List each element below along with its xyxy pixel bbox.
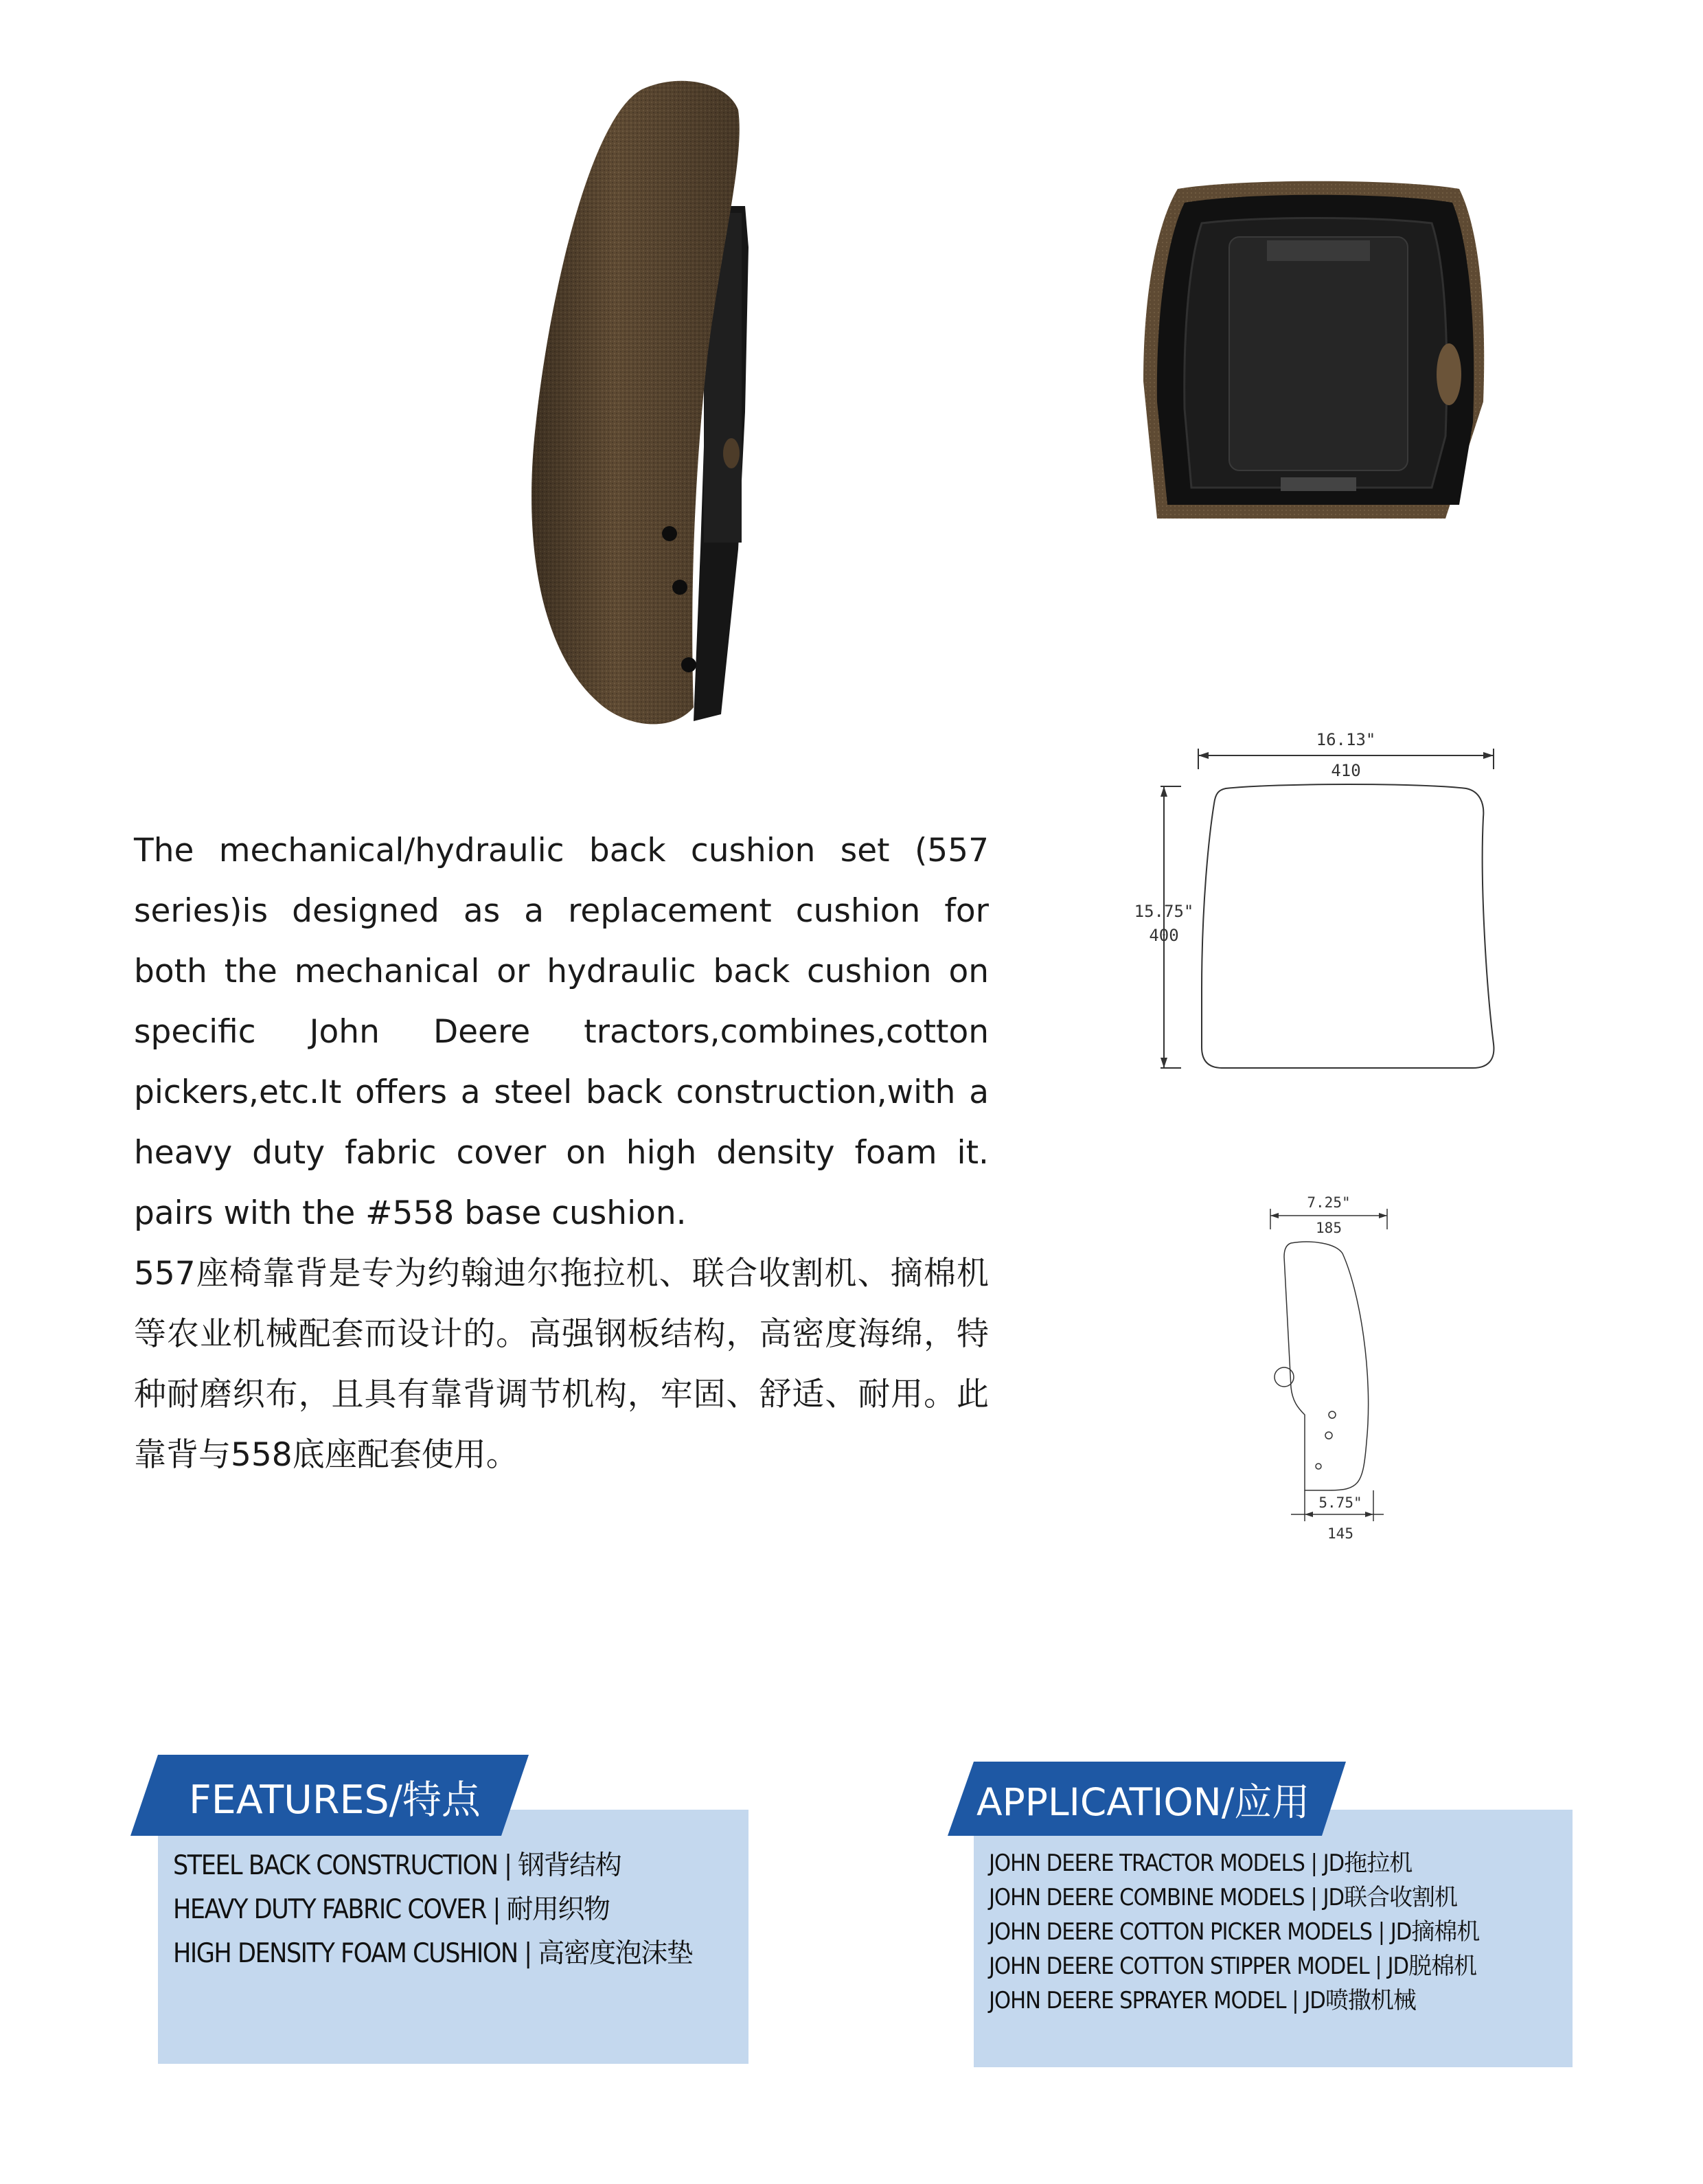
description-english: The mechanical/hydraulic back cushion set (557 series)is designed as a replacement cushion for both the mechanical or hydraulic back cushion on specific John Deere tractors,combines,cotton pickers,etc.It offers a steel back construction,with a heavy duty fabric cover on high density foam it. pairs with the #558 base cushion. <box>134 832 989 1232</box>
side-bottom-mm: 145 <box>1327 1525 1353 1542</box>
front-width-inches: 16.13" <box>1316 730 1376 749</box>
front-height-inches: 15.75" <box>1134 902 1194 921</box>
application-title: APPLICATION/应用 <box>976 1780 1310 1824</box>
application-item: JOHN DEERE COMBINE MODELS | JD联合收割机 <box>989 1884 1458 1911</box>
side-dimension-drawing <box>1264 1195 1428 1552</box>
front-dimension-drawing <box>1133 728 1531 1099</box>
side-bottom-inches: 5.75" <box>1318 1494 1362 1511</box>
side-top-mm: 185 <box>1316 1220 1342 1236</box>
description-chinese: 557座椅靠背是专为约翰迪尔拖拉机、联合收割机、摘棉机等农业机械配套而设计的。高强钢板结构，高密度海绵，特种耐磨织布，且具有靠背调节机构，牢固、舒适、耐用。此靠背与558底座配套使用。 <box>134 1255 989 1474</box>
application-list <box>989 1846 1479 2018</box>
application-item: JOHN DEERE COTTON STIPPER MODEL | JD脱棉机 <box>989 1953 1477 1980</box>
front-width-mm: 410 <box>1331 761 1361 780</box>
features-title: FEATURES/特点 <box>189 1777 481 1823</box>
front-height-mm: 400 <box>1149 926 1179 945</box>
product-description <box>134 821 989 1486</box>
feature-item: HEAVY DUTY FABRIC COVER | 耐用织物 <box>173 1894 610 1925</box>
feature-item: STEEL BACK CONSTRUCTION | 钢背结构 <box>173 1850 621 1881</box>
feature-item: HIGH DENSITY FOAM CUSHION | 高密度泡沫垫 <box>173 1938 693 1969</box>
application-item: JOHN DEERE SPRAYER MODEL | JD喷撒机械 <box>989 1987 1416 2014</box>
cushion-side-photo <box>474 69 790 749</box>
cushion-back-photo <box>1136 175 1497 532</box>
features-list <box>173 1844 692 1976</box>
side-top-inches: 7.25" <box>1307 1195 1351 1211</box>
application-item: JOHN DEERE TRACTOR MODELS | JD拖拉机 <box>989 1850 1413 1877</box>
application-item: JOHN DEERE COTTON PICKER MODELS | JD摘棉机 <box>989 1918 1480 1946</box>
